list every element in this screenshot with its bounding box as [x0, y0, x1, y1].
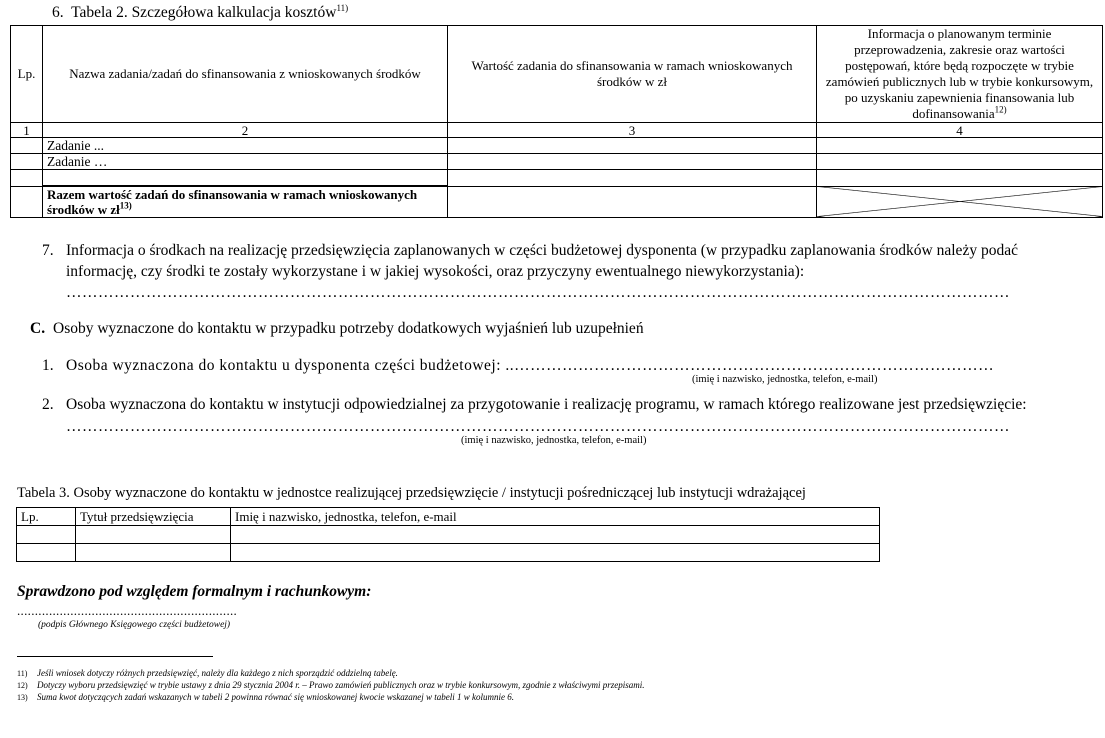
column-number: 1: [11, 123, 43, 138]
col-header-project-title: Tytuł przedsięwzięcia: [76, 508, 231, 526]
contact1-hint: (imię i nazwisko, jednostka, telefon, e-mail): [692, 374, 878, 385]
table2-heading-text: Tabela 2. Szczegółowa kalkulacja kosztów: [71, 4, 337, 21]
contact1-text[interactable]: Osoba wyznaczona do kontaktu u dysponenta części budżetowej: ..………………………………………………………………………………: [66, 357, 995, 374]
column-numbers-row: [11, 123, 1103, 138]
cell-lp[interactable]: [17, 544, 76, 562]
section-c-title: Osoby wyznaczone do kontaktu w przypadku potrzeby dodatkowych wyjaśnień lub uzupełnień: [53, 320, 644, 337]
footnote-ref: 13): [119, 200, 132, 211]
contact1-number: 1.: [42, 357, 54, 374]
column-number: 4: [817, 123, 1103, 138]
cell-procurement-info[interactable]: [817, 170, 1103, 187]
footnote-separator: [17, 656, 213, 657]
cell-task-name[interactable]: Zadanie ...: [43, 138, 448, 154]
table2-heading-number: 6.: [52, 4, 64, 21]
verification-title: Sprawdzono pod względem formalnym i rachunkowym:: [17, 583, 372, 600]
signature-line[interactable]: ..............................................................: [17, 603, 238, 618]
section-c-letter: C.: [30, 320, 46, 337]
section7-answer-dots[interactable]: ……………………………………………………………………………………………………………………………………………………………: [66, 284, 1010, 301]
column-number: 3: [448, 123, 817, 138]
col-header-task-value: Wartość zadania do sfinansowania w ramach wnioskowanych środków w zł: [448, 26, 817, 123]
cost-calculation-table: [10, 25, 1103, 218]
cell-lp[interactable]: [11, 138, 43, 154]
col-header-lp: Lp.: [11, 26, 43, 123]
cell-lp: [11, 186, 43, 218]
cell-task-value[interactable]: [448, 138, 817, 154]
cell-procurement-info[interactable]: [817, 154, 1103, 170]
col-header-task-name: Nazwa zadania/zadań do sfinansowania z wnioskowanych środków: [43, 26, 448, 123]
total-row: [11, 186, 1103, 218]
cell-contact-details[interactable]: [231, 544, 880, 562]
cell-task-value[interactable]: [448, 154, 817, 170]
footnote-mark: 13): [17, 693, 28, 702]
col-header-contact-details: Imię i nazwisko, jednostka, telefon, e-mail: [231, 508, 880, 526]
table-header-row: [17, 508, 880, 526]
cell-project-title[interactable]: [76, 544, 231, 562]
signature-hint: (podpis Głównego Księgowego części budżetowej): [38, 620, 231, 630]
table-header-row: [11, 26, 1103, 123]
cell-task-name[interactable]: [43, 170, 448, 187]
table-row: [11, 138, 1103, 154]
col-header-lp: Lp.: [17, 508, 76, 526]
footnote-ref: 12): [994, 104, 1007, 115]
column-number: 2: [43, 123, 448, 138]
cell-contact-details[interactable]: [231, 526, 880, 544]
table2-heading: [52, 2, 348, 23]
total-label: Razem wartość zadań do sfinansowania w ramach wnioskowanych środków w $zł^{13)}$: [43, 186, 448, 218]
table-row: [11, 170, 1103, 187]
total-value-cell[interactable]: [448, 186, 817, 218]
footnote-text: Jeśli wniosek dotyczy różnych przedsięwzięć, należy dla każdego z nich sporządzić oddzielną tabelę.: [37, 668, 398, 678]
table3-caption: Tabela 3. Osoby wyznaczone do kontaktu w jednostce realizującej przedsięwzięcie / instytucji pośredniczącej lub instytucji wdrażającej: [17, 485, 806, 501]
cell-lp[interactable]: [11, 154, 43, 170]
footnote-mark: 12): [17, 681, 28, 690]
contact2-hint: (imię i nazwisko, jednostka, telefon, e-mail): [461, 435, 647, 446]
contact2-text: Osoba wyznaczona do kontaktu w instytucji odpowiedzialnej za przygotowanie i realizację programu, w ramach którego realizowane jest przedsięwzięcie:: [66, 396, 1027, 413]
section7-number: 7.: [42, 242, 54, 259]
contact2-number: 2.: [42, 396, 54, 413]
footnote-text: Suma kwot dotyczących zadań wskazanych w tabeli 2 powinna równać się wnioskowanej kwocie wskazanej w tabeli 1 w kolumnie 6.: [37, 692, 514, 702]
crossed-out-cell: [817, 186, 1103, 218]
col-header-procurement-info: Informacja o planowanym terminie przeprowadzenia, zakresie oraz wartości postępowań, które będą rozpoczęte w trybie zamówień publicznych lub w trybie konkursowym, po uzyskaniu zapewnienia finansowania lub dofinansowania$^{12)}$: [817, 26, 1103, 123]
section7-text: Informacja o środkach na realizację przedsięwzięcia zaplanowanych w części budżetowej dysponenta (w przypadku zaplanowania środków należy podać informację, czy środki te zostały wykorzystane i w jakiej wysokości, oraz przyczyny ewentualnego niewykorzystania):: [66, 242, 1018, 280]
table-row: [17, 544, 880, 562]
cell-procurement-info[interactable]: [817, 138, 1103, 154]
cell-project-title[interactable]: [76, 526, 231, 544]
footnote-mark: 11): [17, 669, 28, 678]
footnote-ref: 11): [336, 2, 349, 13]
cell-lp[interactable]: [17, 526, 76, 544]
cell-task-name[interactable]: Zadanie …: [43, 154, 448, 170]
table-row: [17, 526, 880, 544]
contact-persons-table: [16, 507, 880, 562]
footnote: [17, 691, 514, 704]
footnote-text: Dotyczy wyboru przedsięwzięć w trybie ustawy z dnia 29 stycznia 2004 r. – Prawo zamówień publicznych oraz w trybie konkursowym, zgodnie z właściwymi przepisami.: [37, 680, 645, 690]
cell-lp[interactable]: [11, 170, 43, 187]
cell-task-value[interactable]: [448, 170, 817, 187]
contact2-answer-dots[interactable]: ……………………………………………………………………………………………………………………………………………………………: [66, 418, 1010, 435]
table-row: [11, 154, 1103, 170]
